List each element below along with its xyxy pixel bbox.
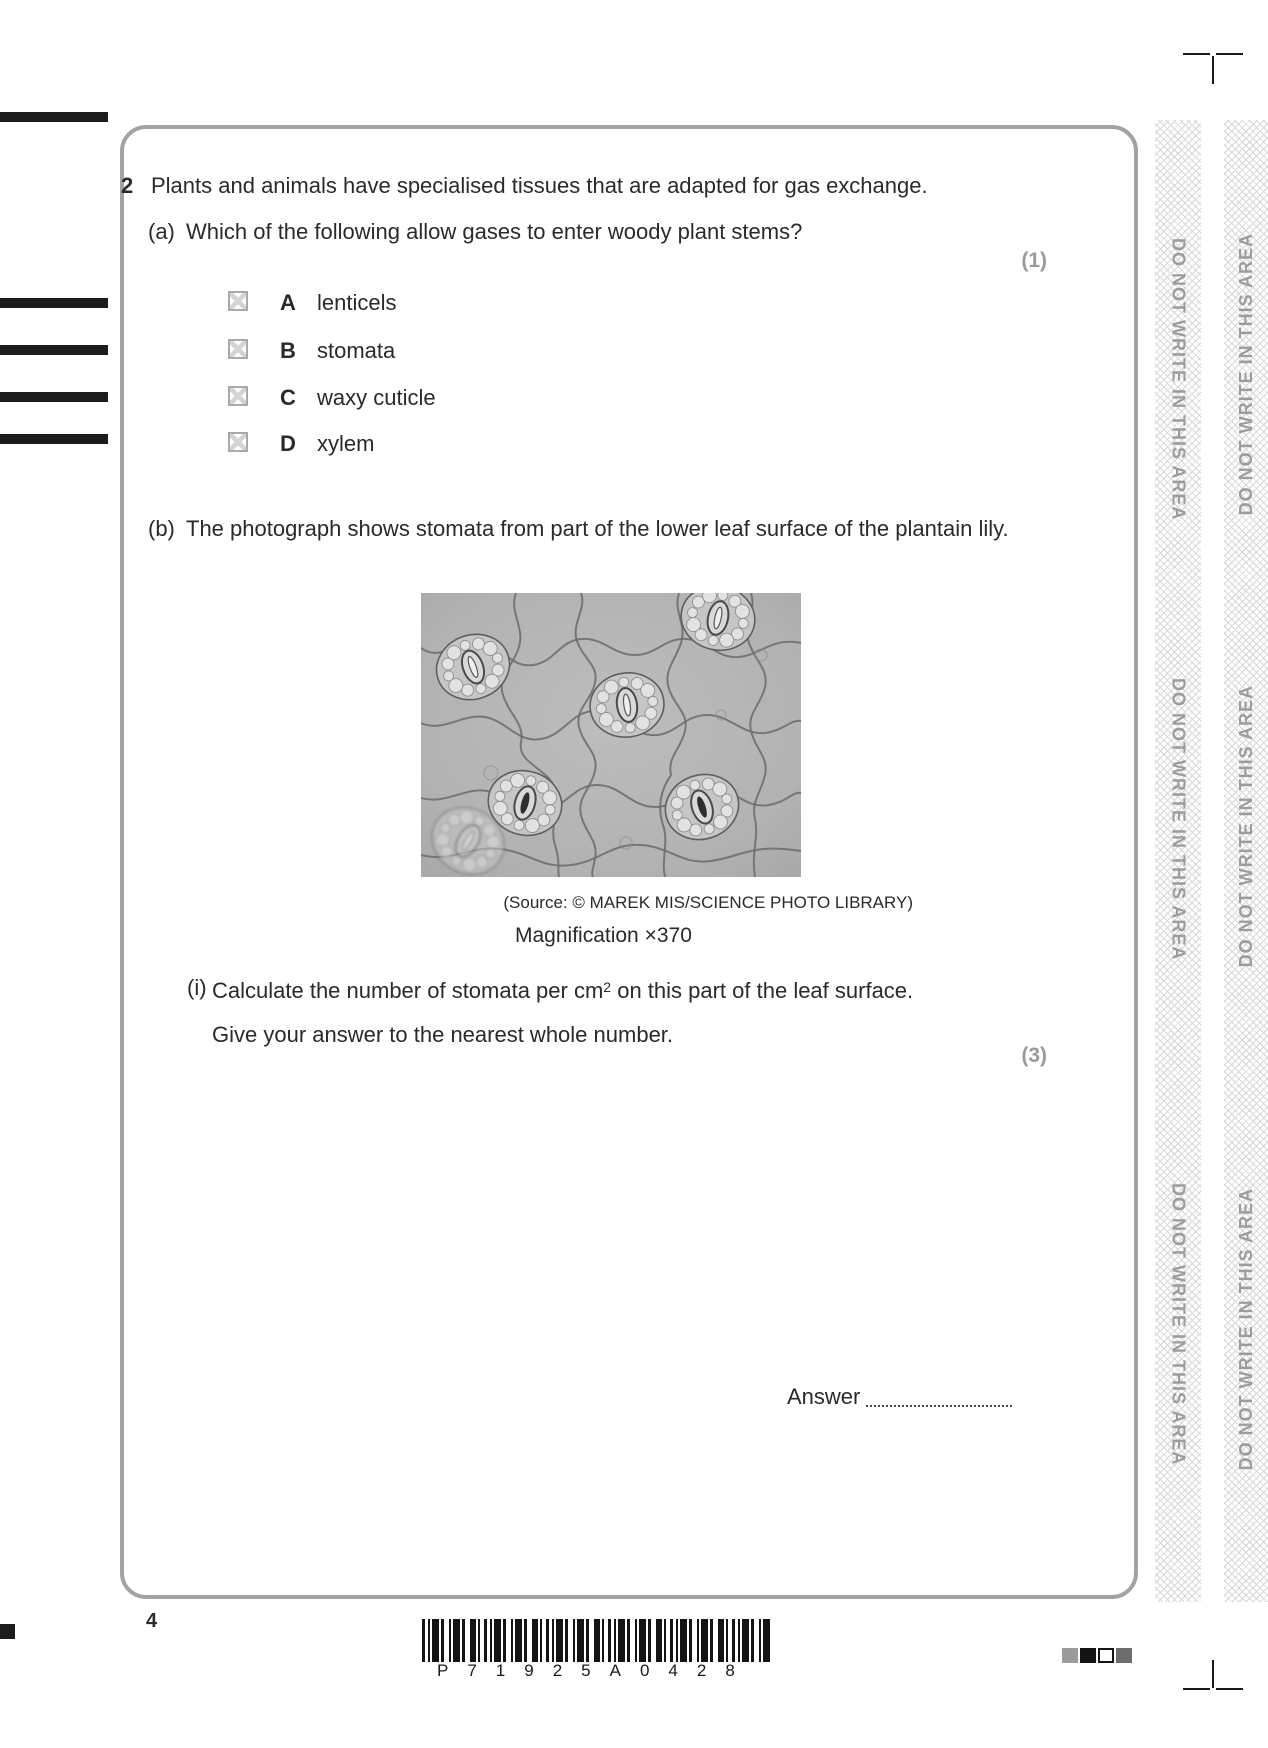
do-not-write-strip-inner bbox=[1155, 120, 1201, 1602]
part-i-marks: (3) bbox=[1021, 1044, 1047, 1067]
do-not-write-text: DO NOT WRITE IN THIS AREA bbox=[1168, 237, 1189, 521]
option-letter: D bbox=[280, 431, 296, 456]
part-a-question: Which of the following allow gases to enter woody plant stems? bbox=[186, 219, 803, 244]
do-not-write-text: DO NOT WRITE IN THIS AREA bbox=[1235, 232, 1256, 516]
part-b-intro: The photograph shows stomata from part of the lower leaf surface of the plantain lily. bbox=[186, 516, 1009, 541]
registration-bar bbox=[0, 345, 108, 355]
crop-mark bbox=[1216, 1688, 1243, 1690]
registration-bar bbox=[0, 298, 108, 308]
photo-source: (Source: © MAREK MIS/SCIENCE PHOTO LIBRARY) bbox=[503, 893, 913, 912]
part-a-marks: (1) bbox=[1021, 249, 1047, 272]
crop-mark bbox=[1216, 53, 1243, 55]
do-not-write-strip-outer bbox=[1224, 120, 1268, 1602]
registration-bar bbox=[0, 112, 108, 122]
part-b-label: (b) bbox=[148, 516, 175, 541]
option-text: stomata bbox=[317, 338, 396, 363]
print-swatch bbox=[1080, 1648, 1096, 1663]
registration-bar bbox=[0, 434, 108, 444]
crop-mark bbox=[1183, 1688, 1210, 1690]
checkbox-icon[interactable] bbox=[228, 386, 248, 406]
answer-label: Answer bbox=[787, 1384, 861, 1409]
part-i-instruction: Give your answer to the nearest whole number. bbox=[212, 1022, 674, 1047]
print-swatch bbox=[1116, 1648, 1132, 1663]
option-letter: B bbox=[280, 338, 296, 363]
barcode bbox=[422, 1619, 772, 1662]
registration-square bbox=[0, 1624, 15, 1639]
do-not-write-text: DO NOT WRITE IN THIS AREA bbox=[1168, 677, 1189, 961]
superscript-2: 2 bbox=[603, 979, 612, 995]
barcode-text: P71925A0428 bbox=[437, 1661, 754, 1680]
question-number: 2 bbox=[121, 173, 134, 198]
do-not-write-text: DO NOT WRITE IN THIS AREA bbox=[1235, 684, 1256, 968]
option-letter: A bbox=[280, 290, 296, 315]
page-number: 4 bbox=[146, 1610, 158, 1632]
part-a-label: (a) bbox=[148, 219, 175, 244]
crop-mark bbox=[1212, 1660, 1214, 1688]
option-text: waxy cuticle bbox=[317, 385, 436, 410]
question-intro: Plants and animals have specialised tissues that are adapted for gas exchange. bbox=[151, 173, 928, 198]
part-i-question: Calculate the number of stomata per $cm^2$ on this part of the leaf surface. bbox=[212, 978, 914, 1003]
option-text: lenticels bbox=[317, 290, 397, 315]
checkbox-icon[interactable] bbox=[228, 291, 248, 311]
registration-bar bbox=[0, 392, 108, 402]
do-not-write-text: DO NOT WRITE IN THIS AREA bbox=[1168, 1182, 1189, 1466]
crop-mark bbox=[1183, 53, 1210, 55]
print-swatch bbox=[1062, 1648, 1078, 1663]
answer-dotted-line[interactable] bbox=[866, 1383, 1012, 1407]
checkbox-icon[interactable] bbox=[228, 432, 248, 452]
do-not-write-text: DO NOT WRITE IN THIS AREA bbox=[1235, 1187, 1256, 1471]
checkbox-icon[interactable] bbox=[228, 339, 248, 359]
crop-mark bbox=[1212, 56, 1214, 84]
print-swatch bbox=[1098, 1648, 1114, 1663]
option-text: xylem bbox=[317, 431, 375, 456]
stomata-micrograph bbox=[421, 593, 801, 877]
photo-magnification: Magnification ×370 bbox=[515, 924, 692, 947]
option-letter: C bbox=[280, 385, 296, 410]
part-i-label: (i) bbox=[187, 975, 207, 1000]
